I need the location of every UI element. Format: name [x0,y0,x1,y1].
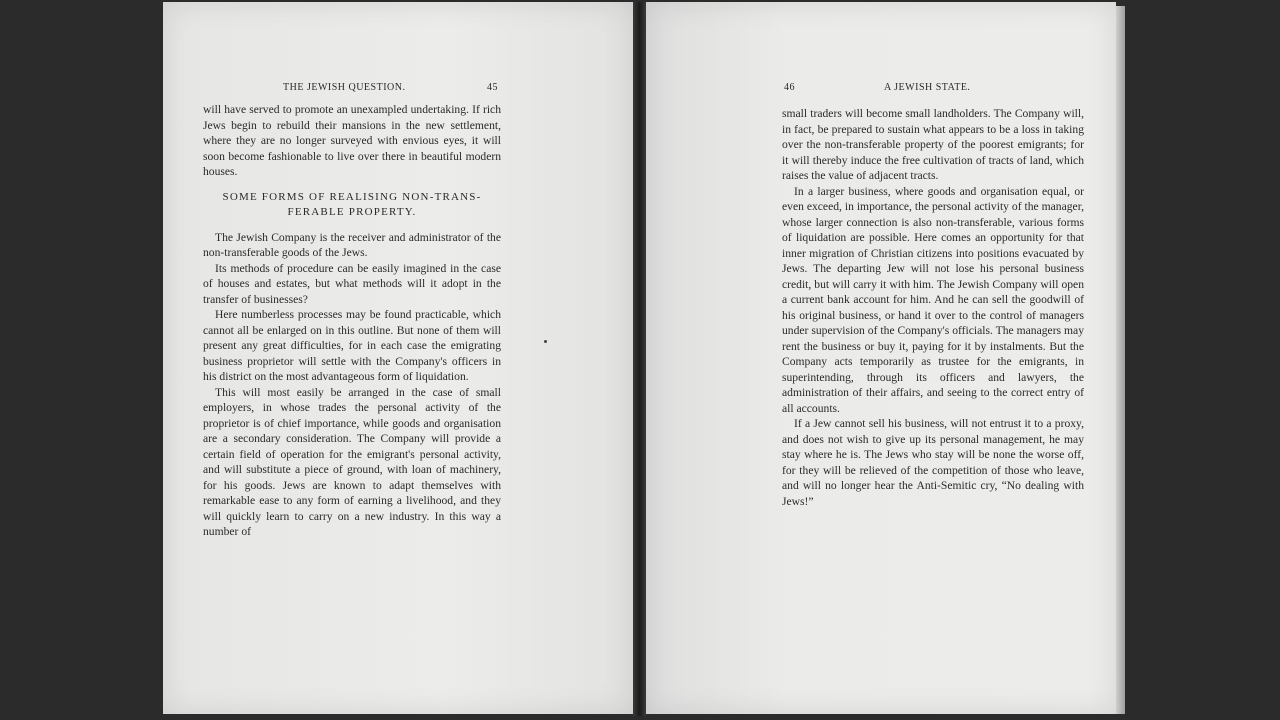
page-edge [1116,6,1125,714]
book-gutter [633,2,646,716]
right-text-block [782,106,1084,509]
right-page-number: 46 [784,82,795,93]
left-text-block [203,102,501,540]
section-heading-line: SOME FORMS OF REALISING NON-TRANS- [222,190,482,203]
paragraph: In a larger business, where goods and organisation equal, or even exceed, in importance, the personal activity of the manager, whose larger connection is also non-transferable, various forms of liquidation are possible. Here comes an opportunity for that inner migration of Christian citizens into positions evacuated by Jews. The departing Jew will not lose his personal business credit, but will carry it with him. The Jewish Company will open a current bank account for him. And he can sell the goodwill of his original business, or hand it over to the control of managers under supervision of the Company's officials. The managers may rent the business or buy it, paying for it by instalments. But the Company acts temporarily as trustee for the emigrants, in superintending, through its officers and lawyers, the administration of their affairs, and seeing to the correct entry of all accounts. [782,184,1084,415]
paragraph: Its methods of procedure can be easily imagined in the case of houses and estates, but what methods will it adopt in the transfer of businesses? [203,261,501,306]
paragraph: The Jewish Company is the receiver and administrator of the non-transferable goods of the Jews. [203,230,501,259]
section-heading-line: FERABLE PROPERTY. [287,205,417,218]
left-running-head: THE JEWISH QUESTION. [283,82,406,93]
section-heading [203,190,501,220]
paragraph: small traders will become small landholders. The Company will, in fact, be prepared to sustain what appears to be a loss in taking over the non-transferable property of the poorest emigrants; for it will thereby induce the free cultivation of tracts of land, which raises the value of adjacent tracts. [782,107,1084,182]
paragraph: If a Jew cannot sell his business, will not entrust it to a proxy, and does not wish to give up its personal management, he may stay where he is. The Jews who stay will be none the worse off, for they will be relieved of the competition of those who leave, and will no longer hear the Anti-Semitic cry, “No dealing with Jews!” [782,417,1084,508]
left-page-number: 45 [487,82,498,93]
paragraph: This will most easily be arranged in the case of small employers, in whose trades the personal activity of the proprietor is of chief importance, while goods and organisation are a secondary consideration. The Company will provide a certain field of operation for the emigrant's personal activity, and will substitute a piece of ground, with loan of machinery, for his goods. Jews are known to adapt themselves with remarkable ease to any form of earning a livelihood, and they will quickly learn to carry on a new industry. In this way a number of [203,385,501,538]
paragraph: will have served to promote an unexampled undertaking. If rich Jews begin to rebuild their mansions in the new settlement, where they are no longer surveyed with envious eyes, it will soon become fashionable to live over there in beautiful modern houses. [203,103,501,178]
page-speck [544,340,547,343]
right-page [646,2,1116,714]
paragraph: Here numberless processes may be found practicable, which cannot all be enlarged on in this outline. But none of them will present any great difficulties, for in each case the emigrating business proprietor will settle with the Company's officers in his district on the most advantageous form of liquidation. [203,308,501,383]
book-spread [163,2,1125,716]
right-running-head: A JEWISH STATE. [884,82,971,93]
left-page [163,2,633,714]
